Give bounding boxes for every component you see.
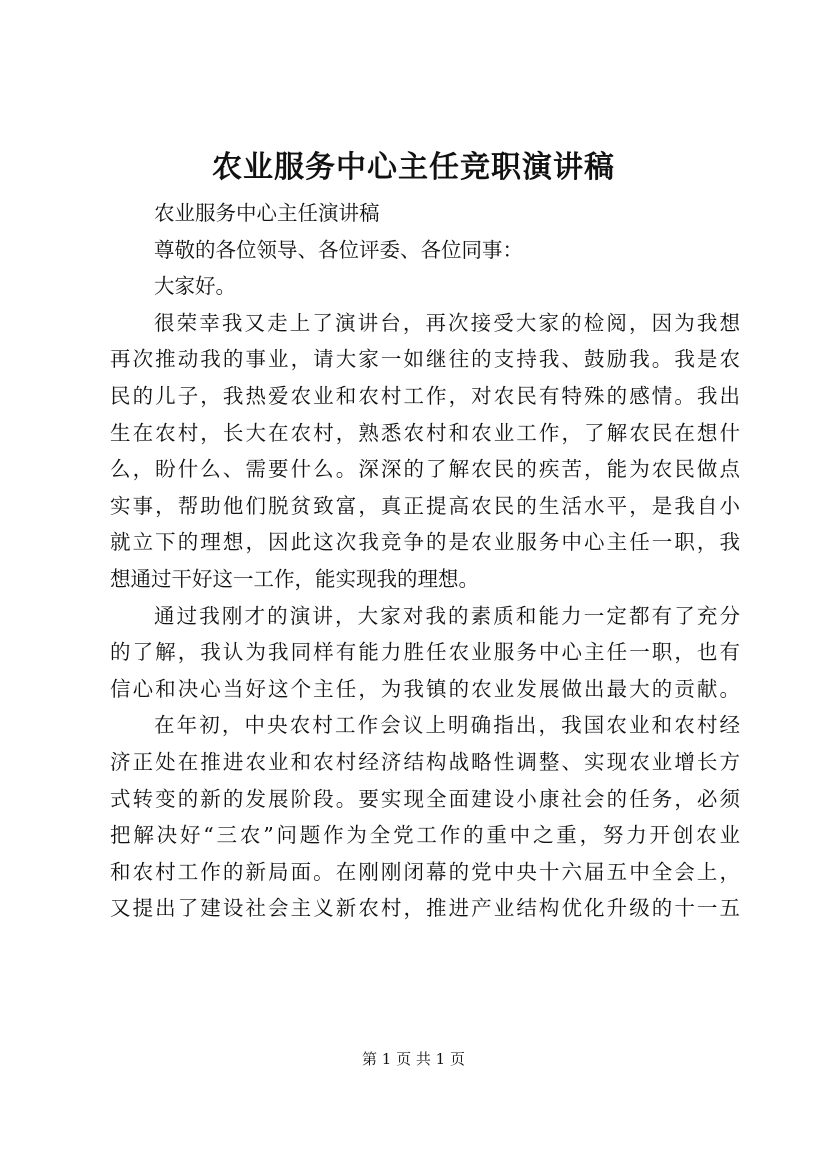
- text-line: 很荣幸我又走上了演讲台，再次接受大家的检阅，因为我想: [154, 310, 740, 335]
- text-line: 就立下的理想，因此这次我竞争的是农业服务中心主任一职，我: [110, 530, 740, 555]
- text-line: 想通过干好这一工作，能实现我的理想。: [110, 566, 479, 591]
- text-line: 实事，帮助他们脱贫致富，真正提高农民的生活水平，是我自小: [110, 493, 740, 518]
- text-line: 式转变的新的发展阶段。要实现全面建设小康社会的任务，必须: [110, 786, 740, 811]
- text-line: 生在农村，长大在农村，熟悉农村和农业工作，了解农民在想什: [110, 420, 740, 445]
- text-line: 济正处在推进农业和农村经济结构战略性调整、实现农业增长方: [110, 749, 740, 774]
- text-line: 民的儿子，我热爱农业和农村工作，对农民有特殊的感情。我出: [110, 383, 740, 408]
- text-line: 通过我刚才的演讲，大家对我的素质和能力一定都有了充分: [154, 603, 740, 628]
- text-line: 又提出了建设社会主义新农村，推进产业结构优化升级的十一五: [110, 896, 740, 921]
- text-line: 把解决好“三农”问题作为全党工作的重中之重，努力开创农业: [110, 823, 740, 848]
- text-line: 的了解，我认为我同样有能力胜任农业服务中心主任一职，也有: [110, 640, 740, 665]
- text-line: 和农村工作的新局面。在刚刚闭幕的党中央十六届五中全会上，: [110, 859, 740, 884]
- document-body: [110, 195, 740, 927]
- text-line: 尊敬的各位领导、各位评委、各位同事：: [154, 237, 523, 262]
- text-line: 再次推动我的事业，请大家一如继往的支持我、鼓励我。我是农: [110, 347, 740, 372]
- text-line: 么，盼什么、需要什么。深深的了解农民的疾苦，能为农民做点: [110, 457, 740, 482]
- text-line: 大家好。: [154, 274, 236, 299]
- document-title: 农业服务中心主任竞职演讲稿: [212, 150, 615, 185]
- text-line: 农业服务中心主任演讲稿: [154, 201, 380, 225]
- page-footer: 第 1 页 共 1 页: [362, 1050, 465, 1068]
- text-line: 在年初，中央农村工作会议上明确指出，我国农业和农村经: [154, 713, 740, 738]
- text-line: 信心和决心当好这个主任，为我镇的农业发展做出最大的贡献。: [110, 676, 740, 701]
